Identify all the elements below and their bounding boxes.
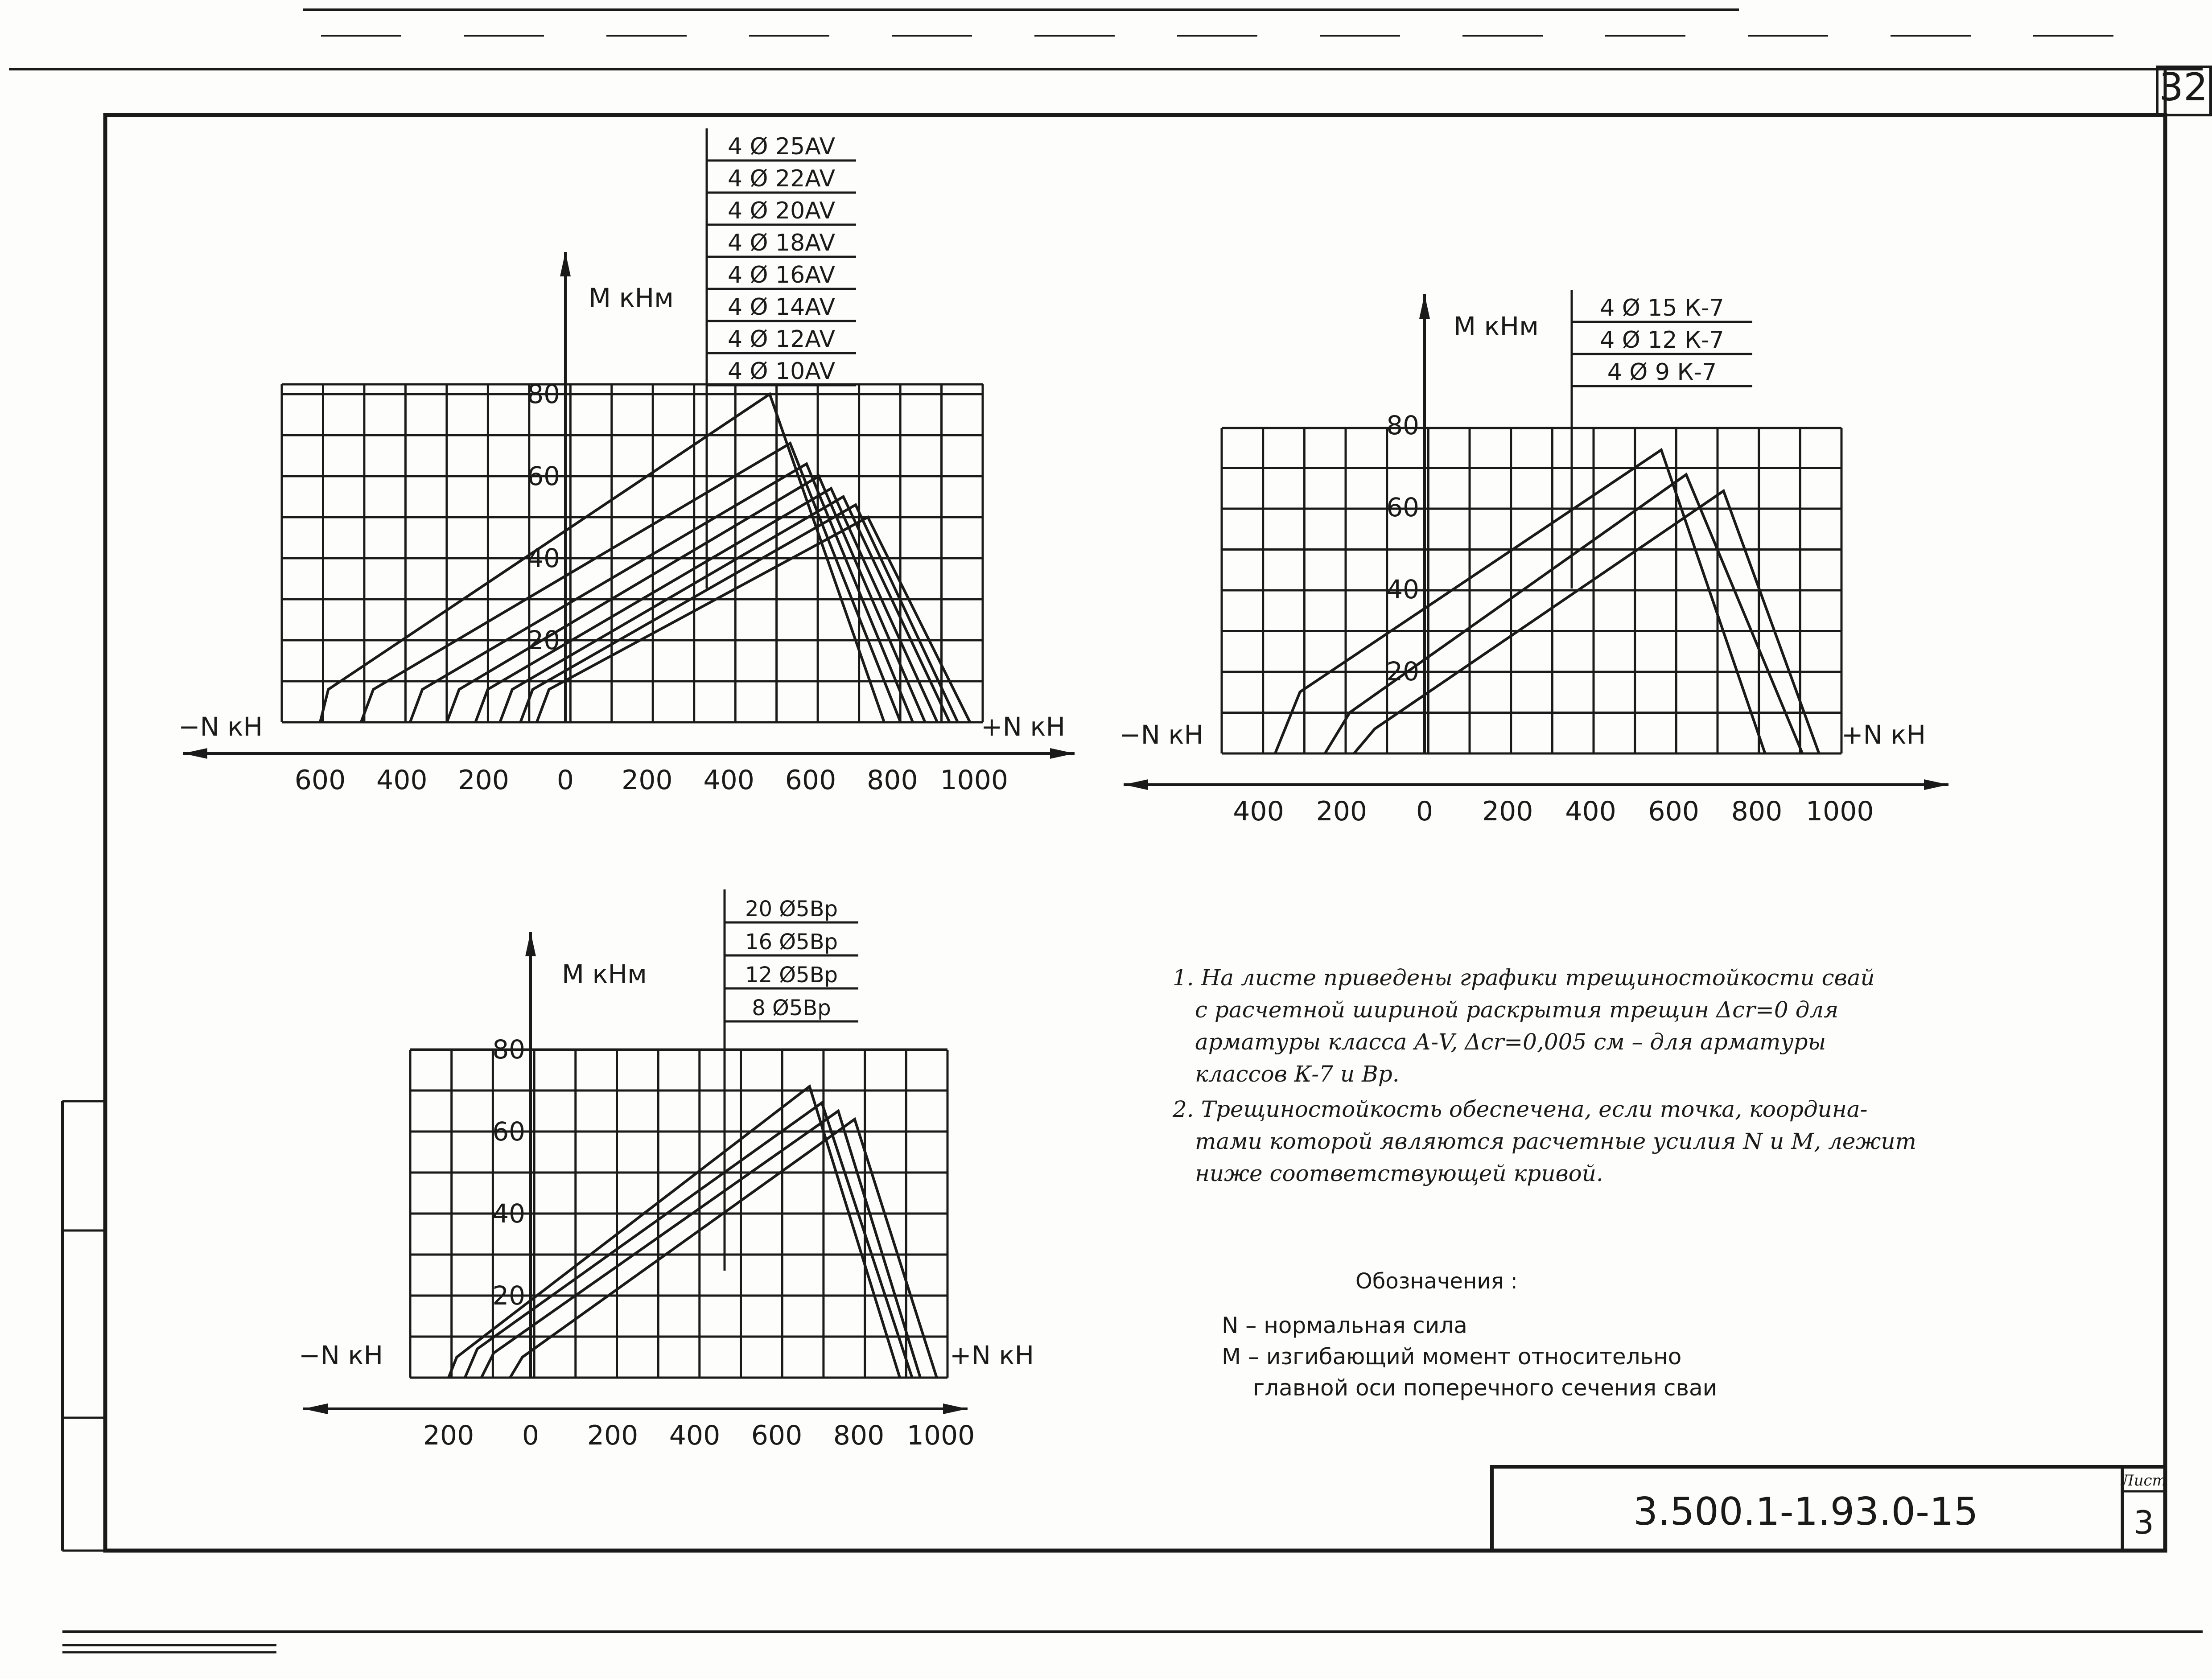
series-label: 12 Ø5Вр xyxy=(745,963,838,988)
neg-n-axis-label: −N кН xyxy=(1119,720,1204,750)
m-axis-label: М кНм xyxy=(589,283,674,313)
chart-grid xyxy=(410,1049,947,1378)
sheet-frame xyxy=(105,115,2165,1551)
y-tick-label: 20 xyxy=(492,1280,525,1311)
m-axis-arrow xyxy=(560,252,571,276)
pos-n-axis-label: +N кН xyxy=(950,1340,1034,1370)
n-axis-right-arrow xyxy=(1050,748,1075,759)
chart-reinforcement-vr xyxy=(299,889,1034,1451)
pos-n-axis-label: +N кН xyxy=(981,712,1066,742)
x-tick-label: 200 xyxy=(587,1420,638,1451)
designation-line: N – нормальная сила xyxy=(1222,1313,1467,1338)
x-tick-label: 600 xyxy=(1648,796,1699,827)
n-axis-left-arrow xyxy=(183,748,207,759)
x-tick-label: 1000 xyxy=(940,765,1009,796)
x-tick-label: 400 xyxy=(1565,796,1616,827)
y-tick-label: 80 xyxy=(492,1034,525,1065)
designations-title: Обозначения : xyxy=(1355,1269,1518,1294)
series-label-table xyxy=(1572,290,1752,588)
x-tick-label: 400 xyxy=(703,765,754,796)
x-tick-label: 800 xyxy=(833,1420,885,1451)
chart-reinforcement-av xyxy=(178,128,1075,796)
pos-n-axis-label: +N кН xyxy=(1841,720,1926,750)
x-tick-label: 600 xyxy=(785,765,836,796)
document-code: 3.500.1-1.93.0-15 xyxy=(1633,1490,1978,1534)
n-axis-right-arrow xyxy=(1924,779,1948,790)
top-scan-lines xyxy=(9,10,2203,69)
y-tick-label: 80 xyxy=(527,379,560,409)
note-line: 2. Трещиностойкость обеспечена, если точка, координа- xyxy=(1173,1096,1868,1122)
note-line: ниже соответствующей кривой. xyxy=(1195,1160,1603,1186)
note-line: 1. На листе приведены графики трещиностойкости свай xyxy=(1173,965,1875,991)
series-label: 4 Ø 14AV xyxy=(727,294,836,321)
m-axis-arrow xyxy=(525,932,536,956)
y-tick-label: 20 xyxy=(527,625,560,655)
y-tick-label: 80 xyxy=(1386,410,1419,440)
series-label-table xyxy=(707,128,856,588)
series-label: 4 Ø 25AV xyxy=(727,133,836,160)
series-label: 8 Ø5Вр xyxy=(752,996,831,1021)
chart-reinforcement-k7 xyxy=(1119,290,1948,827)
series-label: 16 Ø5Вр xyxy=(745,930,838,955)
note-line: арматуры класса А-V, Δcr=0,005 см – для арматуры xyxy=(1195,1029,1826,1055)
x-tick-label: 0 xyxy=(522,1420,540,1451)
series-curve xyxy=(510,1119,937,1378)
x-tick-label: 0 xyxy=(556,765,574,796)
note-line: классов К-7 и Вр. xyxy=(1195,1061,1400,1087)
notes-block xyxy=(1172,965,1916,1186)
y-tick-label: 40 xyxy=(492,1198,525,1229)
m-axis-arrow xyxy=(1419,294,1430,319)
m-axis-label: М кНм xyxy=(562,959,647,989)
n-axis-right-arrow xyxy=(943,1403,968,1414)
series-label: 4 Ø 12AV xyxy=(727,326,836,353)
y-tick-label: 40 xyxy=(1386,574,1419,605)
x-tick-label: 400 xyxy=(376,765,428,796)
series-curve xyxy=(1275,450,1765,753)
x-tick-label: 200 xyxy=(1316,796,1368,827)
x-tick-label: 800 xyxy=(1731,796,1783,827)
series-label: 4 Ø 18AV xyxy=(727,230,836,256)
note-line: с расчетной шириной раскрытия трещин Δcr=0 для xyxy=(1195,997,1839,1023)
series-label: 20 Ø5Вр xyxy=(745,897,838,922)
series-label: 4 Ø 9 К-7 xyxy=(1607,359,1717,386)
neg-n-axis-label: −N кН xyxy=(178,712,263,742)
x-tick-label: 600 xyxy=(751,1420,803,1451)
n-axis-left-arrow xyxy=(303,1403,328,1414)
binding-margin xyxy=(62,1101,105,1551)
series-label: 4 Ø 15 К-7 xyxy=(1600,295,1724,321)
series-label: 4 Ø 10AV xyxy=(727,358,836,385)
x-tick-label: 0 xyxy=(1416,796,1433,827)
y-tick-label: 20 xyxy=(1386,656,1419,687)
x-tick-label: 400 xyxy=(1233,796,1284,827)
corner-number: 32 xyxy=(2159,65,2208,110)
y-tick-label: 60 xyxy=(492,1116,525,1147)
y-tick-label: 60 xyxy=(1386,492,1419,523)
n-axis-left-arrow xyxy=(1124,779,1148,790)
series-label: 4 Ø 22AV xyxy=(727,165,836,192)
sheet-label: Лист xyxy=(2121,1472,2167,1490)
x-tick-label: 200 xyxy=(622,765,673,796)
designation-line: М – изгибающий момент относительно xyxy=(1222,1344,1682,1370)
series-label: 4 Ø 16AV xyxy=(727,262,836,288)
bottom-scan-lines xyxy=(62,1632,2203,1652)
designations-block xyxy=(1222,1269,1717,1401)
sheet-number: 3 xyxy=(2134,1504,2154,1541)
neg-n-axis-label: −N кН xyxy=(299,1340,383,1370)
x-tick-label: 1000 xyxy=(906,1420,975,1451)
x-tick-label: 600 xyxy=(294,765,346,796)
designation-line: главной оси поперечного сечения сваи xyxy=(1253,1375,1718,1401)
title-block xyxy=(1492,1467,2167,1551)
x-tick-label: 1000 xyxy=(1805,796,1874,827)
note-line: тами которой являются расчетные усилия N и М, лежит xyxy=(1195,1128,1916,1154)
series-label: 4 Ø 20AV xyxy=(727,198,836,224)
x-tick-label: 200 xyxy=(423,1420,474,1451)
x-tick-label: 400 xyxy=(669,1420,721,1451)
x-tick-label: 800 xyxy=(867,765,918,796)
y-tick-label: 60 xyxy=(527,461,560,491)
x-tick-label: 200 xyxy=(1482,796,1533,827)
y-tick-label: 40 xyxy=(527,543,560,573)
m-axis-label: М кНм xyxy=(1454,311,1539,342)
series-label: 4 Ø 12 К-7 xyxy=(1600,327,1724,354)
x-tick-label: 200 xyxy=(458,765,509,796)
